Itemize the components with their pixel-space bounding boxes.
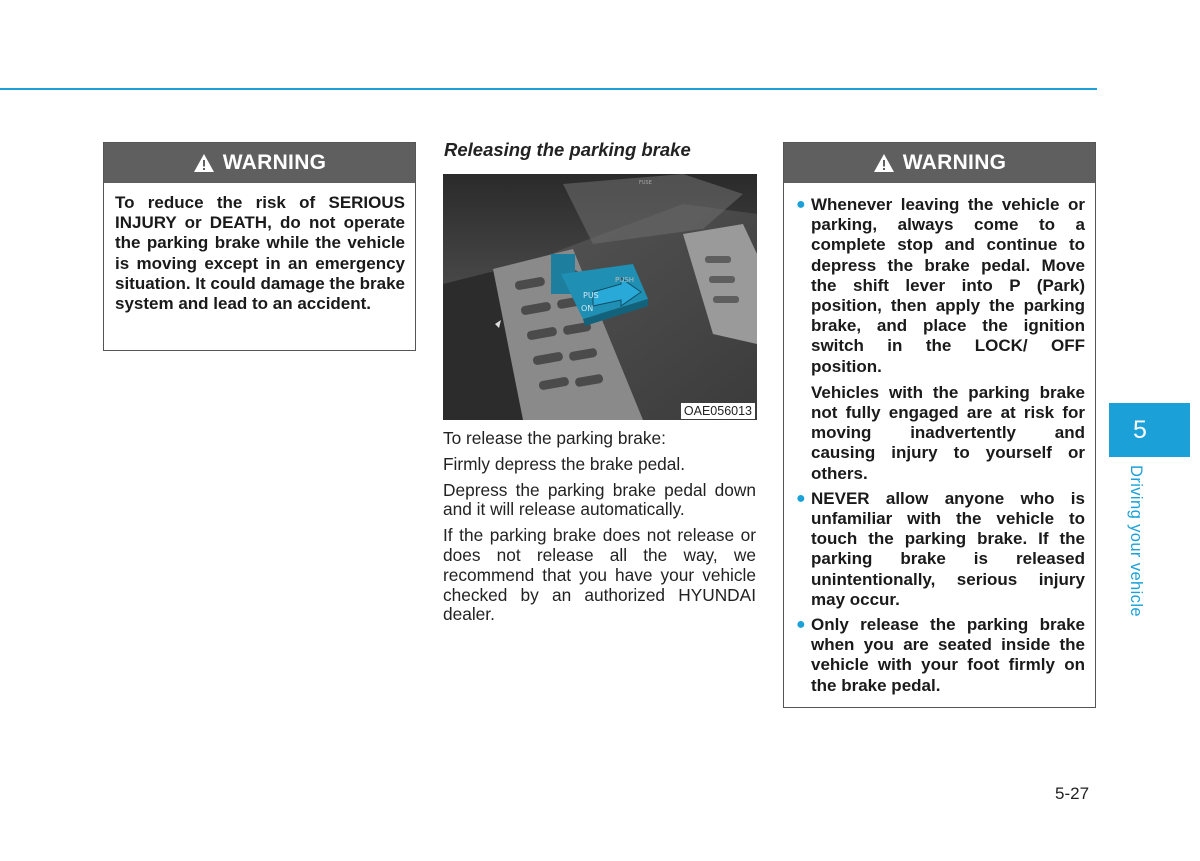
page-number: 5-27 (1055, 784, 1090, 803)
warning-icon (193, 153, 215, 173)
warning-list (784, 183, 1095, 696)
paragraph: Firmly depress the brake pedal. (443, 453, 686, 474)
warning-box-left (103, 142, 416, 351)
chapter-title: Driving your vehicle (1127, 465, 1145, 617)
parking-brake-photo (443, 174, 757, 420)
bullet-subtext: Vehicles with the parking brake not fully engaged are at risk for moving inadvertently and causing injury to yourself or others. (811, 382, 1085, 483)
warning-header (104, 143, 415, 183)
list-item (794, 195, 1085, 484)
paragraph: To release the parking brake: (443, 428, 666, 448)
header-rule (0, 88, 1097, 90)
svg-text:FUSE: FUSE (639, 180, 652, 186)
warning-box-right (783, 142, 1096, 708)
svg-text:PUS: PUS (583, 291, 599, 300)
parking-brake-illustration (443, 174, 757, 420)
bullet-text: NEVER allow anyone who is unfamiliar with the vehicle to touch the parking brake. If the parking brake is released unintentionally, serious injury may occur. (811, 488, 1085, 609)
list-item (794, 615, 1085, 696)
bullet-text: Whenever leaving the vehicle or parking, always come to a complete stop and continue to depress the brake pedal. Move the shift lever into P (Park) position, then apply the parking brake, and place the ignition switch in the LOCK/ OFF position. (811, 195, 1085, 376)
section-subheading: Releasing the parking brake (444, 139, 691, 160)
bullet-text: Only release the parking brake when you are seated inside the vehicle with your foot firmly on the brake pedal. (811, 615, 1085, 695)
svg-text:PUSH: PUSH (615, 276, 635, 284)
chapter-number-tab: 5 (1109, 403, 1190, 457)
list-item (794, 489, 1085, 610)
warning-text: To reduce the risk of SERIOUS INJURY or DEATH, do not operate the parking brake while the vehicle is moving except in an emergency situation. It could damage the brake system and lead to an accident. (115, 193, 405, 314)
bullet-icon: ● (796, 489, 806, 507)
bullet-icon: ● (796, 196, 806, 213)
paragraph: Depress the parking brake pedal down and it will release automatically. (443, 479, 756, 520)
warning-icon (873, 153, 895, 173)
image-code: OAE056013 (681, 403, 755, 419)
svg-text:ON: ON (581, 304, 594, 313)
warning-title: WARNING (222, 151, 327, 174)
warning-title: WARNING (902, 151, 1007, 174)
release-instructions (443, 429, 756, 631)
bullet-icon: ● (796, 616, 806, 634)
warning-header (784, 143, 1095, 183)
paragraph: If the parking brake does not release or does not release all the way, we recommend that you have your vehicle checked by an authorized HYUNDAI dealer. (443, 525, 756, 625)
